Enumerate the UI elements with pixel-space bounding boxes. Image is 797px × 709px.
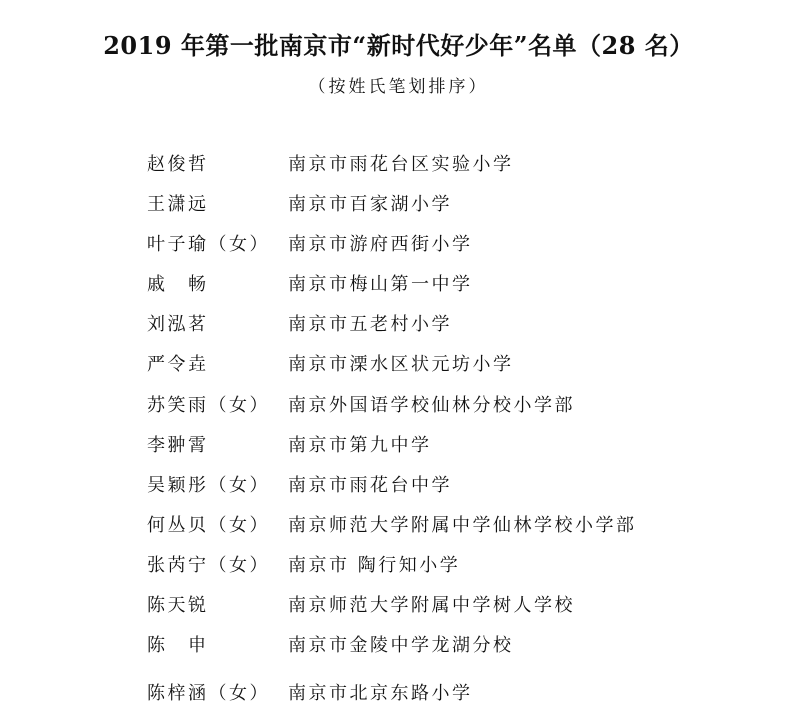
list-item bbox=[147, 190, 787, 230]
school-name: 南京市金陵中学龙湖分校 bbox=[288, 635, 514, 657]
student-name: 张芮宁（女） bbox=[147, 554, 270, 576]
school-name: 南京市百家湖小学 bbox=[288, 194, 452, 216]
student-name: 苏笑雨（女） bbox=[147, 394, 270, 416]
list-item bbox=[147, 391, 787, 431]
school-name: 南京外国语学校仙林分校小学部 bbox=[288, 394, 575, 416]
document-subtitle: （按姓氏笔划排序） bbox=[308, 77, 489, 97]
student-name: 戚 畅 bbox=[147, 274, 209, 296]
list-item bbox=[147, 511, 787, 551]
student-name: 严令垚 bbox=[147, 354, 209, 376]
list-item bbox=[147, 350, 787, 390]
student-name: 李翀霄 bbox=[147, 434, 209, 456]
list-item bbox=[147, 591, 787, 631]
name-list bbox=[147, 150, 787, 705]
list-item bbox=[147, 230, 787, 270]
school-name: 南京市雨花台区实验小学 bbox=[288, 154, 514, 175]
student-name: 吴颖彤（女） bbox=[147, 474, 270, 496]
student-name: 叶子瑜（女） bbox=[147, 234, 270, 256]
school-name: 南京市第九中学 bbox=[288, 434, 432, 456]
school-name: 南京市雨花台中学 bbox=[288, 474, 452, 496]
school-name: 南京师范大学附属中学树人学校 bbox=[288, 595, 575, 617]
list-item bbox=[147, 310, 787, 350]
document-title: 2019 年第一批南京市“新时代好少年”名单（28 名） bbox=[103, 31, 694, 60]
list-item bbox=[147, 270, 787, 310]
school-name: 南京市北京东路小学 bbox=[288, 683, 473, 705]
school-name: 南京师范大学附属中学仙林学校小学部 bbox=[288, 514, 637, 536]
student-name: 陈梓涵（女） bbox=[147, 683, 270, 705]
list-item-partial bbox=[147, 671, 787, 705]
student-name: 王潇远 bbox=[147, 194, 209, 216]
school-name: 南京市五老村小学 bbox=[288, 314, 452, 336]
student-name: 何丛贝（女） bbox=[147, 514, 270, 536]
list-item bbox=[147, 431, 787, 471]
student-name: 陈天锐 bbox=[147, 595, 209, 617]
school-name: 南京市 陶行知小学 bbox=[288, 554, 461, 576]
list-item bbox=[147, 471, 787, 511]
school-name: 南京市梅山第一中学 bbox=[288, 274, 473, 296]
student-name: 陈 申 bbox=[147, 635, 209, 657]
school-name: 南京市溧水区状元坊小学 bbox=[288, 354, 514, 376]
list-item bbox=[147, 150, 787, 190]
student-name: 刘泓茗 bbox=[147, 314, 209, 336]
list-item bbox=[147, 551, 787, 591]
school-name: 南京市游府西街小学 bbox=[288, 234, 473, 256]
list-item bbox=[147, 631, 787, 671]
student-name: 赵俊哲 bbox=[147, 154, 209, 175]
